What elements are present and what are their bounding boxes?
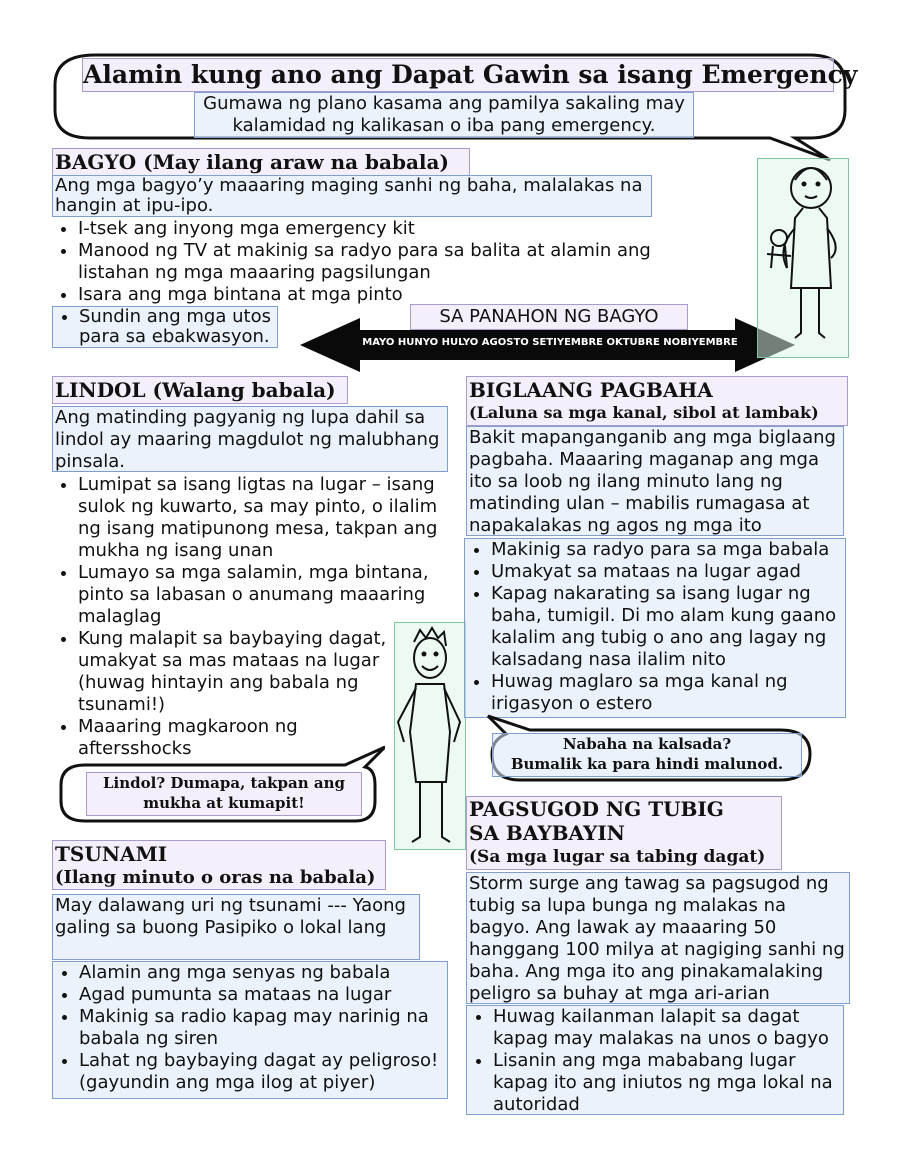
lindol-intro: Ang matinding pagyanig ng lupa dahil sa lindol ay maaring magdulot ng malubhang pinsala.: [55, 407, 440, 472]
tsunami-bullet-1: • Alamin ang mga senyas ng babala: [79, 962, 447, 984]
storm-surge-bullet-box: [466, 1005, 844, 1115]
lindol-bullet-4: • Maaaring magkaroon ng aftersshocks: [78, 716, 456, 760]
pagbaha-bullet-3: • Kapag nakarating sa isang lugar ng baha, tumigil. Di mo alam kung gaano kalalim ang tubig o ano ang lagay ng kalsadang nasa ilalim nito: [491, 583, 845, 671]
season-title: SA PANAHON NG BAGYO: [439, 306, 659, 327]
woman-with-baby-icon: [757, 158, 847, 356]
storm-surge-heading-box: [466, 796, 782, 870]
pagbaha-bullet-2: • Umakyat sa mataas na lugar agad: [491, 561, 845, 583]
storm-surge-bullet-1: • Huwag kailanman lalapit sa dagat kapag may malakas na unos o bagyo: [493, 1006, 843, 1050]
pagbaha-bullet-box: [464, 538, 846, 718]
pagbaha-intro-box: [466, 426, 844, 536]
storm-surge-heading-line2: SA BAYBAYIN: [469, 821, 625, 845]
lindol-bullet-1: • Lumipat sa isang ligtas na lugar – isang sulok ng kuwarto, sa may pinto, o ilalim ng isang matipunong mesa, takpan ang mukha ng isang unan: [78, 474, 456, 562]
lindol-bullet-3: • Kung malapit sa baybaying dagat, umakyat sa mas mataas na lugar (huwag hintayin ang babala ng tsunami!): [78, 628, 456, 716]
tsunami-intro-box: [52, 894, 420, 960]
storm-surge-heading-line3: (Sa mga lugar sa tabing dagat): [469, 847, 766, 867]
page-subtitle-box: [194, 92, 694, 138]
bagyo-last-bullet-box: [52, 306, 278, 348]
pagbaha-bubble-box: [492, 733, 802, 777]
lindol-heading-box: [52, 376, 348, 404]
tsunami-bullet-4: • Lahat ng baybaying dagat ay peligroso! (gayundin ang mga ilog at piyer): [79, 1050, 447, 1094]
pagbaha-bubble-line2: Bumalik ka para hindi malunod.: [510, 755, 784, 773]
storm-surge-bullet-2: • Lisanin ang mga mababang lugar kapag ito ang iniutos ng mga lokal na autoridad: [493, 1050, 843, 1116]
page-title: Alamin kung ano ang Dapat Gawin sa isang Emergency: [83, 60, 858, 89]
season-title-box: [410, 304, 688, 330]
page-subtitle-line1: Gumawa ng plano kasama ang pamilya sakaling may: [203, 93, 685, 114]
bagyo-bullet-3: • Isara ang mga bintana at mga pinto: [78, 284, 692, 306]
tsunami-intro: May dalawang uri ng tsunami --- Yaong galing sa buong Pasipiko o lokal lang: [55, 895, 406, 938]
boy-icon: [394, 622, 464, 848]
tsunami-heading-box: [52, 840, 386, 890]
season-months: MAYO HUNYO HULYO AGOSTO SETIYEMBRE OKTUBRE NOBIYEMBRE: [362, 337, 738, 348]
storm-surge-intro-box: [466, 872, 850, 1004]
bagyo-intro: Ang mga bagyo’y maaaring maging sanhi ng baha, malalakas na hangin at ipu-ipo.: [55, 175, 643, 216]
lindol-bubble-line2: mukha at kumapit!: [143, 794, 305, 812]
bagyo-bullet-1: • I-tsek ang inyong mga emergency kit: [78, 218, 692, 240]
bagyo-bullet-4: • Sundin ang mga utos para sa ebakwasyon.: [79, 307, 277, 347]
bagyo-intro-box: [52, 175, 652, 217]
tsunami-bullet-box: [52, 961, 448, 1099]
page-subtitle-line2: kalamidad ng kalikasan o iba pang emergency.: [232, 115, 656, 136]
bagyo-heading-box: [52, 148, 470, 176]
pagbaha-heading-line1: BIGLAANG PAGBAHA: [469, 378, 713, 402]
bagyo-bullet-list: [52, 218, 692, 306]
pagbaha-bullet-1: • Makinig sa radyo para sa mga babala: [491, 539, 845, 561]
tsunami-bullet-2: • Agad pumunta sa mataas na lugar: [79, 984, 447, 1006]
page-title-box: [82, 58, 858, 92]
tsunami-heading-line1: TSUNAMI: [55, 842, 168, 866]
lindol-bubble-line1: Lindol? Dumapa, takpan ang: [103, 774, 345, 792]
pagbaha-bubble-line1: Nabaha na kalsada?: [562, 735, 732, 753]
storm-surge-intro: Storm surge ang tawag sa pagsugod ng tubig sa lupa bunga ng malakas na bagyo. Ang lawak ay maaaring 50 hanggang 100 milya at nagiging sanhi ng baha. Ang mga ito ang pinakamalaking peligro sa buhay at mga ari-arian: [469, 873, 845, 1004]
pagbaha-heading-line2: (Laluna sa mga kanal, sibol at lambak): [469, 403, 819, 422]
bagyo-heading: BAGYO (May ilang araw na babala): [55, 150, 449, 174]
lindol-intro-box: [52, 406, 448, 472]
tsunami-heading-line2: (Ilang minuto o oras na babala): [55, 867, 376, 888]
lindol-heading: LINDOL (Walang babala): [55, 378, 336, 402]
pagbaha-heading-box: [466, 376, 848, 426]
bagyo-bullet-2: • Manood ng TV at makinig sa radyo para sa balita at alamin ang listahan ng mga maaaring pagsilungan: [78, 240, 692, 284]
lindol-bubble-box: [86, 772, 362, 816]
lindol-bullet-2: • Lumayo sa mga salamin, mga bintana, pinto sa labasan o anumang maaaring malaglag: [78, 562, 456, 628]
pagbaha-bullet-4: • Huwag maglaro sa mga kanal ng irigasyon o estero: [491, 671, 845, 715]
tsunami-bullet-3: • Makinig sa radio kapag may narinig na babala ng siren: [79, 1006, 447, 1050]
storm-surge-heading-line1: PAGSUGOD NG TUBIG: [469, 797, 724, 821]
pagbaha-intro: Bakit mapanganganib ang mga biglaang pagbaha. Maaaring maganap ang mga ito sa loob ng ilang minuto lang ng matinding ulan – mabilis rumagasa at napakalakas ng agos ng mga ito: [469, 427, 836, 536]
